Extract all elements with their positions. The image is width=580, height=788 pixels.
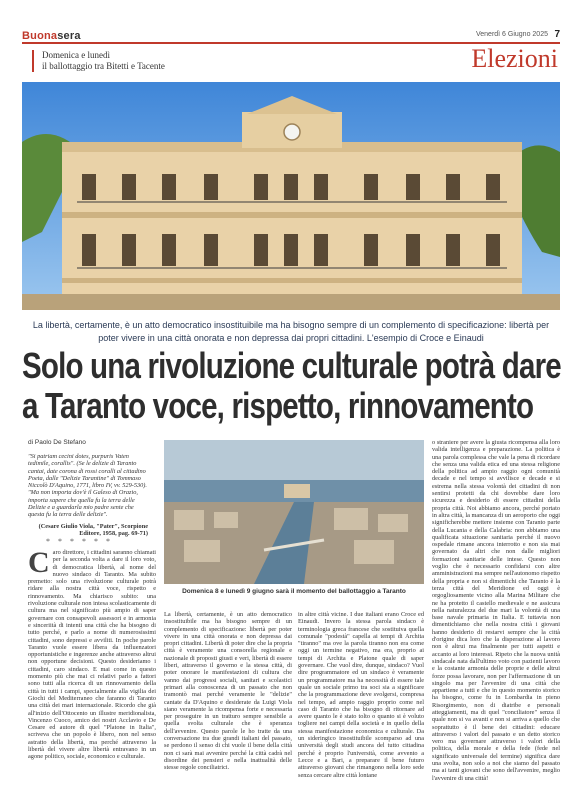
article-column-3: in altre città vicine. I due italiani erano Croce ed Einaudi. Invero la stessa parola sindaco è terminologia greca francese che sostituiva quella comunale "podestà" capella ai tempi di Archita "tiranno" ma ove la parola tiranno non era come oggi un termine negativo, ma era, proprio ai tempi di Archita e Platone quale di saper governare. Che vuol dire, dunque, sindaco? Vuol dire programmatore ed un sindaco è veramente un programmatore ma ha necessità di essere tale quale un sociale primo tra soci sia a significare che la programmazione deve svolgersi, compresa nel tempo, ad ampio raggio proprio come nel caso di Taranto che ha bisogno di ritornare ad avere quanto le è stato tolto o quanto si è voluto togliere nei campi della società e in quello della stessa manifestazione economica e culturale. Da un sideringico insostituibile scomparso ad una università degli studi ancora del tutto cittadina perché è proprio l'università, come avvento a Lecce e a Bari, a preparare il bene futuro attraverso giovani che rimangono nella loro sede senza cercare altre città lontane xyxy=(298,611,424,779)
epigraph-quote: "Si patriam cecini dotes, purpuris Vaten tedimile, corallis". (Se le delizie di Taranto cantai, date corona di rossi coralli al cittadino Poeta, dalle "Delizie Tarantine" di Tommaso Niccolò D'Aquino, 1771, libro IV, vv. 529-530). "Ma non importa dov'è il Galeso di Orazio, importa sapere che quella fu la terra delle Delizie e a guardarla mio padre sente che questa fu la terra delle delizie". xyxy=(28,453,147,519)
top-bar xyxy=(22,30,560,44)
secondary-photo xyxy=(164,440,424,584)
photo-caption: La libertà, certamente, è un atto democratico insostituibile ma ha bisogno sempre di un complemento di specificazione: libertà per poter vivere in una città onorata e non depressa dai propri cittadini. L'esempio di Croce e Einaudi xyxy=(32,320,550,343)
masthead-part-2: sera xyxy=(57,30,81,42)
town-hall-illustration xyxy=(22,82,560,310)
dateline: Venerdì 6 Giugno 2025 xyxy=(475,31,548,38)
byline: di Paolo De Stefano xyxy=(28,439,86,446)
kicker xyxy=(42,50,165,72)
kicker-line-1: Domenica e lunedì xyxy=(42,50,110,60)
kicker-accent-bar xyxy=(32,50,34,72)
article-column-4: o straniere per avere la giusta ricompensa alla loro valida intelligenza e preparazione. La politica è una parola complessa che vale la pena di ricordare che senza una valida etica ed una stessa religione della politica ad ampio raggio ogni comunità decade e nel tempo si avvilisce e decade e si estrema nella stessa volontà dei cittadini di non sentirsi protetti da chi dovrebbe dare loro sicurezza e desiderio di essere cittadini della propria città. Noi abbiamo ancora, perché portato in altra città, la mancanza di un aeroporto che oggi significherebbe mettere insieme con Taranto parte della Lucania e della Calabria: non abbiamo una qualificata situazione sanitaria perché il nuovo ospedale rimane ancora interrotto e non sia mai governato da altri che non dalle migliori formazioni sanitarie delle intese. Questo non voglio che è necessario confidarsi con altre amministrazioni ma sempre nell'autonomo rispetto della propria e non si dimentichi che Taranto è la terza città del Meridione ed oggi è orgogliosamente vicino alla Marina Militare che ne ha protetto il castello medievale e ne assicura nella naturalezza del due mari la volontà di una base navale primaria in Italia. E tuttavia non dimentichiamo che nella nostra città i giovani hanno desiderio di restarvi sempre che la città d'origine dica loro che la disperazione al lavoro non è altrui ma finalmente per tutti aspetti e accanto ai loro interessi. Ripeto che la nuova unità sindacale nata dall'ultimo voto con pazienti lavoro e la costante armonia delle proprie e delle altrui forze possa lavorare, non per l'affermazione di un singolo ma per l'avvenire di una città che appartiene a tutti e che in questo momento storico ha bisogno, come fu in Lombardia in pieno Risorgimento, non di diatribe e personali atteggiamenti, ma di quel "conciliatore" senza il quale non si va avanti e non si arriva a quello che soprattutto è il bene dei cittadini: educare attraverso i valori del passato e un detto storico vero ma governare attraverso i valori della politica, della morale e della fede (fede nel significato universale del termine) significa dare una svolta, non solo a noi che siamo del passato ma ai tanti giovani che sono dell'avvenire, meglio l'avvenire di una città! xyxy=(432,439,560,782)
masthead xyxy=(22,30,81,42)
article-column-1 xyxy=(28,546,156,774)
main-photo xyxy=(22,82,560,310)
page-number: 7 xyxy=(554,29,560,40)
masthead-part-1: Buona xyxy=(22,30,58,42)
article-column-2: La libertà, certamente, è un atto democratico insostituibile ma ha bisogno sempre di un complemento di specificazione: libertà per poter vivere in una città onorata e non depressa dai propri cittadini. Libertà di poter dire che la propria città è veramente una consorella regionale e nazionale di proposti giusti e veri, libertà di essere liberi, attraverso il governo e la stessa città, di poter onorare le manifestazioni di cultura che vanno dai progressi sociali, sanitari e scolastici primari alla conoscenza di un passato che non tramontò mai perché veramente le "delizie" cantate da D'Aquino e desiderate da Luigi Viola siano veramente la ricompensa forte e necessaria per proseguire in un tratturo sempre sensibile a quella svolta culturale che è speranza dell'avvenire. Questo parole le ho tratte da una conversazione tra due grandi italiani del passato, se perdono il senso di chi vuole il bene della città non ci sarà mai avvenire perché la città cadrà nel disordine dei pensieri e nella inattualità delle stesse regole conciliatrici. xyxy=(164,611,292,772)
drop-cap: C xyxy=(28,546,50,579)
secondary-photo-caption: Domenica 8 e lunedì 9 giugno sarà il momento del ballottaggio a Taranto xyxy=(182,588,406,595)
section-title: Elezioni xyxy=(471,44,558,73)
separator-stars: * * * * * * xyxy=(46,537,113,546)
headline xyxy=(22,345,561,426)
kicker-line-2: il ballottaggio tra Bitetti e Tacente xyxy=(42,61,165,71)
column-1-text: aro direttore, i cittadini saranno chiamati per la seconda volta a dare il loro voto, di democratica libertà, al nome del nuovo sindaco di Taranto. Ma subito premetto: solo una rivoluzione culturale potrà ridare alla nostra città voce, rispetto e rinnovamento. Ma chiarisco subito: una rivoluzione culturale non intesa scolasticamente di cultura ma nel significato più ampio di saper governare con consapevoli assessori e in armonia e sinceriità di intenti una città che ha bisogno di tutto perché, e parlo a nome di numerosissimi cittadini, sono depressi e avviliti. In poche parole Taranto vuole essere libera da influenzatori opportunistiche e ingerenze anche attraverso altrui non opportune decisioni. Questo desideriamo i cittadini, caro sindaco. E mai come in questo momento più che mai ci relativi parlo a fattori sono tutti alla ricerca di un rinnovamento della città in tutti i campi, specialmente alla vigilia dei Giochi del Mediterraneo che faranno di Taranto una città dei mari internazionale. Ricordo che già all'inizio dell'Ottocento un illustre meridionalista, Vincenzo Cuoco, amico dei nostri Acclavio e De Cesare ed autore di quel "Platone in Italia", scriveva che un popolo è libero, non nel senso astratto della libertà, ma perché attraverso la libertà del vivere altre libertà entravano in un agone politico, sociale, economico e culturale. xyxy=(28,549,156,761)
headline-line-1: Solo una rivoluzione culturale potrà dare xyxy=(22,345,561,386)
epigraph-source: (Cesare Giulio Viola, "Pater", Scorpione Editore, 1958, pag. 69-71) xyxy=(38,523,148,538)
city-aerial-illustration xyxy=(164,440,424,584)
headline-line-2: a Taranto voce, rispetto, rinnovamento xyxy=(22,385,534,426)
